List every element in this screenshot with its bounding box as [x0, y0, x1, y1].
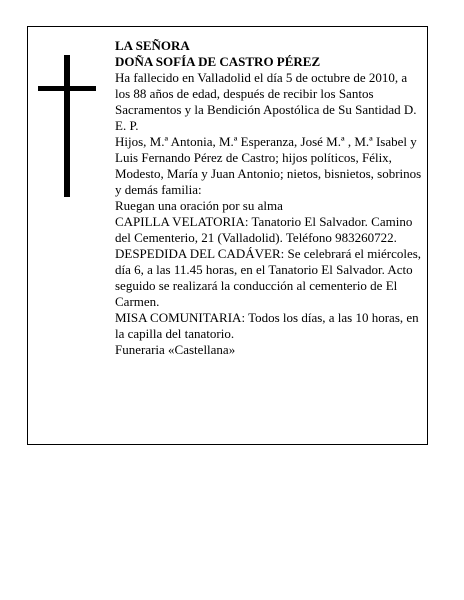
wake-location-paragraph: CAPILLA VELATORIA: Tanatorio El Salvador. Camino del Cementerio, 21 (Valladolid). Teléfono 983260722.	[115, 214, 413, 245]
death-announcement-paragraph: Ha fallecido en Valladolid el día 5 de octubre de 2010, a los 88 años de edad, después de recibir los Santos Sacramentos y la Bendición Apostólica de Su Santidad D. E. P.	[115, 70, 417, 133]
cross-vertical-bar	[64, 55, 70, 197]
farewell-service-paragraph: DESPEDIDA DEL CADÁVER: Se celebrará el miércoles, día 6, a las 11.45 horas, en el Tanatorio El Salvador. Acto seguido se realizará la conducción al cementerio de El Carmen.	[115, 246, 422, 309]
obituary-text	[115, 38, 423, 358]
prayer-request-paragraph: Ruegan una oración por su alma	[115, 198, 283, 213]
cross-horizontal-bar	[38, 86, 96, 91]
community-mass-paragraph: MISA COMUNITARIA: Todos los días, a las 10 horas, en la capilla del tanatorio.	[115, 310, 419, 341]
family-paragraph: Hijos, M.ª Antonia, M.ª Esperanza, José M.ª , M.ª Isabel y Luis Fernando Pérez de Castro; hijos políticos, Félix, Modesto, María y Juan Antonio; nietos, bisnietos, sobrinos y demás familia:	[115, 134, 422, 197]
deceased-name: DOÑA SOFÍA DE CASTRO PÉREZ	[115, 54, 321, 69]
cross-icon	[38, 55, 96, 197]
funeral-home-paragraph: Funeraria «Castellana»	[115, 342, 236, 357]
notice-title-line-1: LA SEÑORA	[115, 38, 190, 53]
